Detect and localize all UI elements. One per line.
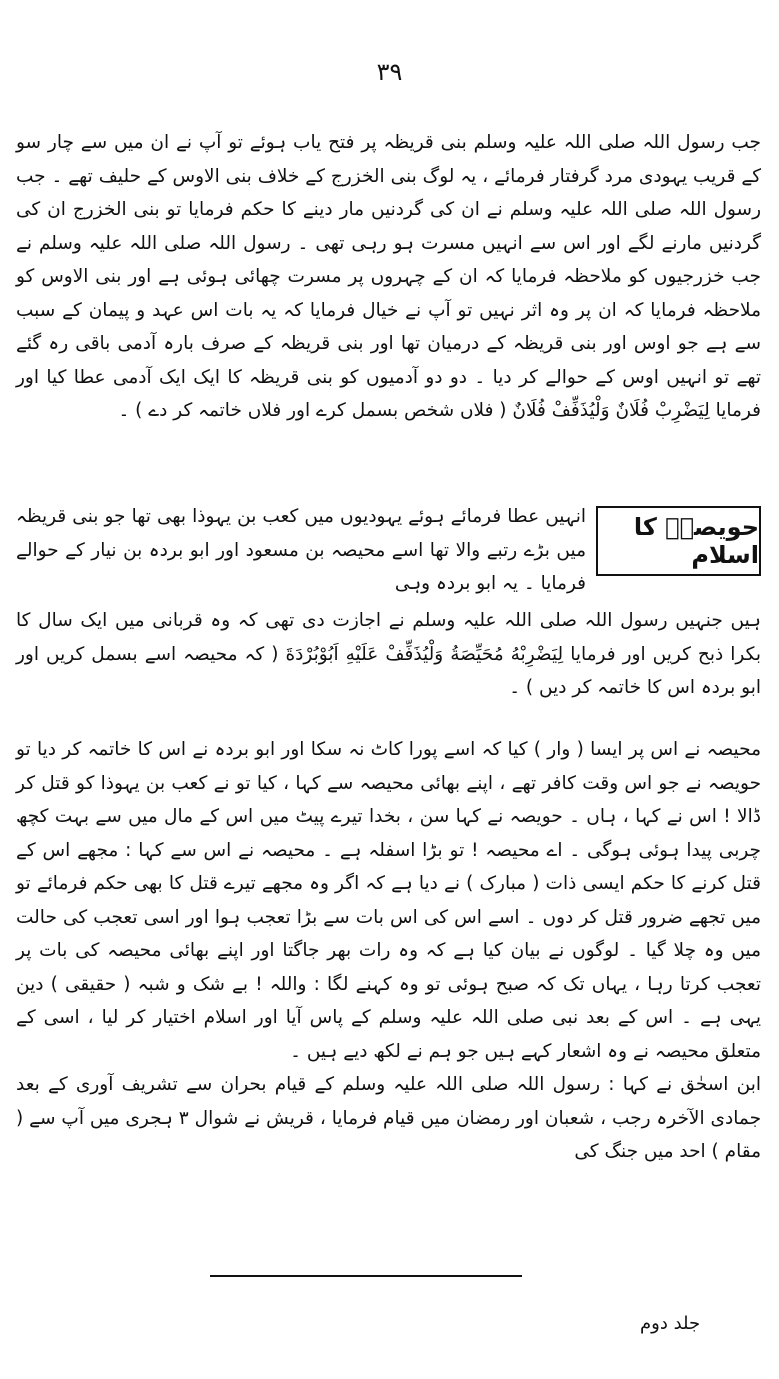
volume-label: جلد دوم xyxy=(640,1313,701,1334)
paragraph-text: انہیں عطا فرمائے ہوئے یہودیوں میں کعب بن یہوذا بھی تھا جو بنی قریظہ میں بڑے رتبے والا تھا اسے محیصہ بن مسعود اور ابو بردہ بن نیار کے حوالے فرمایا ۔ یہ ابو بردہ وہی xyxy=(16,506,586,594)
page-number: ٣٩ xyxy=(376,58,403,86)
paragraph-text: ہیں جنہیں رسول اللہ صلی اللہ علیہ وسلم نے اجازت دی تھی کہ وہ قربانی میں ایک سال کا بکرا ذبح کریں اور فرمایا لِیَضْرِبْهُ مُحَیِّصَةُ وَلْیُذَفِّفْ عَلَیْهِ اَبُوْبُرْدَةَ ( کہ محیصہ اسے بسمل کریں اور ابو بردہ اس کا خاتمہ کر دیں ) ۔ xyxy=(16,610,761,698)
paragraph-banu-qurayza xyxy=(16,126,761,428)
inset-paragraph xyxy=(16,500,586,601)
section-heading: حویصہؓ کا اسلام xyxy=(633,513,759,569)
paragraph-text: جب رسول اللہ صلی اللہ علیہ وسلم بنی قریظہ پر فتح یاب ہوئے تو آپ نے ان میں سے چار سو کے قریب یہودی مرد گرفتار فرمائے ، یہ لوگ بنی الخزرج کے خلاف بنی الاوس کے حلیف تھے ۔ جب رسول اللہ صلی اللہ علیہ وسلم نے ان کی گردنیں مار دینے کا حکم فرمایا تو بنی الخزرج ان کی گردنیں مارنے لگے اور اس سے انہیں مسرت ہو رہی تھی ۔ رسول اللہ صلی اللہ علیہ وسلم نے جب خزرجیوں کو ملاحظہ فرمایا کہ ان کے چہروں پر مسرت چھائی ہوئی ہے اور بنی الاوس کو ملاحظہ فرمایا کہ ان پر وہ اثر نہیں تو آپ نے خیال فرمایا کہ یہ بات اس عہد و پیمان کے سبب سے ہے جو اوس اور بنی قریظہ کے درمیان تھا اور بنی قریظہ کے صرف بارہ آدمی باقی رہ گئے تھے تو انہیں اوس کے حوالے کر دیا ۔ دو دو آدمیوں کو بنی قریظہ کا ایک ایک آدمی عطا کیا اور فرمایا لِیَضْرِبْ فُلَانٌ وَلْیُذَفِّفْ فُلَانٌ ( فلاں شخص بسمل کرے اور فلاں خاتمہ کر دے ) ۔ xyxy=(16,132,761,421)
paragraph-text-ibn-ishaq: ابن اسحٰق نے کہا : رسول اللہ صلی اللہ علیہ وسلم کے قیام بحران سے تشریف آوری کے بعد جمادی الآخرہ رجب ، شعبان اور رمضان میں قیام فرمایا ، قریش نے شوال ۳ ہجری میں آپ سے ( مقام ) احد میں جنگ کی xyxy=(16,1074,762,1162)
section-heading-box xyxy=(596,506,761,576)
section-inset xyxy=(16,500,761,594)
footer-divider xyxy=(210,1275,522,1277)
paragraph-huwaysa xyxy=(16,733,761,1169)
paragraph-abu-burda xyxy=(16,604,761,705)
paragraph-text: محیصہ نے اس پر ایسا ( وار ) کیا کہ اسے پورا کاٹ نہ سکا اور ابو بردہ نے اس کا خاتمہ کر دیا تو حویصہ نے جو اس وقت کافر تھے ، اپنے بھائی محیصہ سے کہا ، کیا تو نے کعب بن یہوذا کو قتل کر ڈالا ! اس نے کہا ، ہاں ۔ حویصہ نے کہا سن ، بخدا تیرے پیٹ میں اس کے مال میں سے بہت کچھ چربی پیدا ہوئی ہوگی ۔ اے محیصہ ! تو بڑا اسفلہ ہے ۔ محیصہ نے اس سے کہا : مجھے اس کے قتل کرنے کا حکم ایسی ذات ( مبارک ) نے دیا ہے کہ اگر وہ مجھے تیرے قتل کا بھی حکم فرمائے تو میں تجھے ضرور قتل کر دوں ۔ اسے اس کی اس بات سے بڑا تعجب ہوا اور اسی تعجب کی حالت میں وہ چلا گیا ۔ لوگوں نے بیان کیا ہے کہ وہ رات بھر جاگتا اور اپنے بھائی محیصہ کی بات پر تعجب کرتا رہا ، یہاں تک کہ صبح ہوئی تو وہ کہنے لگا : واللہ ! بے شک و شبہ ( حقیقی ) دین یہی ہے ۔ اس کے بعد نبی صلی اللہ علیہ وسلم کے پاس آیا اور اسلام اختیار کر لیا ، اسی کے متعلق محیصہ نے وہ اشعار کہے ہیں جو ہم نے لکھ دیے ہیں ۔ xyxy=(16,739,761,1062)
